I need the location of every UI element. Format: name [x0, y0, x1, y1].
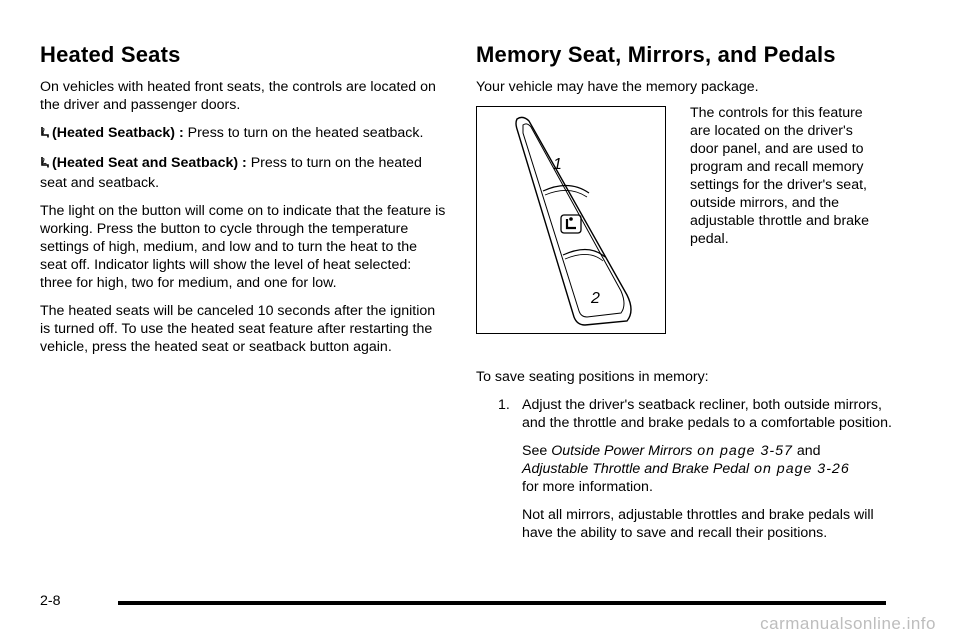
heated-seat-and-seatback-text: Press to turn on the heated seat and seatback.	[40, 155, 422, 191]
memory-button-1-label: 1	[553, 156, 562, 173]
memory-seat-heading: Memory Seat, Mirrors, and Pedals	[476, 42, 836, 67]
figure-row	[476, 106, 900, 336]
memory-controls-figure	[476, 106, 666, 334]
list-item	[476, 396, 900, 542]
figure-caption: The controls for this feature are located on the driver's door panel, and are used to program and recall memory settings for the driver's seat, outside mirrors, and the adjustable throttle and brake pedal.	[690, 105, 870, 247]
indicator-light-paragraph: The light on the button will come on to indicate that the feature is working. Press the button to cycle through the temperature settings of high, medium, and low and to turn the heat to the seat off. Indicator lights will show the level of heat selected: three for high, two for medium, and one for low.	[40, 203, 446, 291]
heated-seatback-text: Press to turn on the heated seatback.	[183, 125, 424, 141]
heated-seatback-item	[40, 124, 446, 144]
heated-seat-and-seatback-term: (Heated Seat and Seatback) :	[52, 155, 247, 171]
adjustable-throttle-brake-pedal-link[interactable]: Adjustable Throttle and Brake Pedal on page 3‑26	[522, 461, 850, 477]
footer-rule	[118, 601, 886, 605]
heated-seat-and-seatback-icon	[40, 156, 49, 174]
heated-seatback-term: (Heated Seatback) :	[52, 125, 184, 141]
see-prefix: See	[522, 443, 552, 459]
heated-seats-intro: On vehicles with heated front seats, the controls are located on the driver and passenger doors.	[40, 79, 436, 113]
heated-seats-heading: Heated Seats	[40, 42, 181, 67]
save-steps-list	[476, 396, 900, 542]
page-number: 2-8	[40, 593, 61, 609]
cancel-paragraph: The heated seats will be canceled 10 seconds after the ignition is turned off. To use the heated seat feature after restarting the vehicle, press the heated seat or seatback button again.	[40, 303, 436, 355]
watermark: carmanualsonline.info	[760, 614, 936, 633]
memory-button-2-label: 2	[591, 290, 600, 307]
seat-position-icon	[561, 215, 581, 233]
memory-package-intro: Your vehicle may have the memory package.	[476, 79, 759, 95]
outside-power-mirrors-link[interactable]: Outside Power Mirrors on page 3‑57	[551, 443, 793, 459]
step-1-text: Adjust the driver's seatback recliner, both outside mirrors, and the throttle and brake pedals to a comfortable position.	[522, 397, 892, 431]
and-text: and	[792, 443, 821, 459]
heated-seatback-icon	[40, 126, 49, 144]
memory-controls-illustration	[477, 107, 664, 332]
heated-seat-and-seatback-item	[40, 154, 446, 192]
step-number: 1.	[498, 397, 510, 413]
right-column	[476, 42, 900, 552]
see-suffix: for more information.	[522, 479, 653, 495]
left-column	[40, 42, 446, 366]
save-positions-intro: To save seating positions in memory:	[476, 369, 709, 385]
mirrors-note: Not all mirrors, adjustable throttles and brake pedals will have the ability to save and recall their positions.	[522, 507, 874, 541]
see-references	[522, 442, 900, 496]
